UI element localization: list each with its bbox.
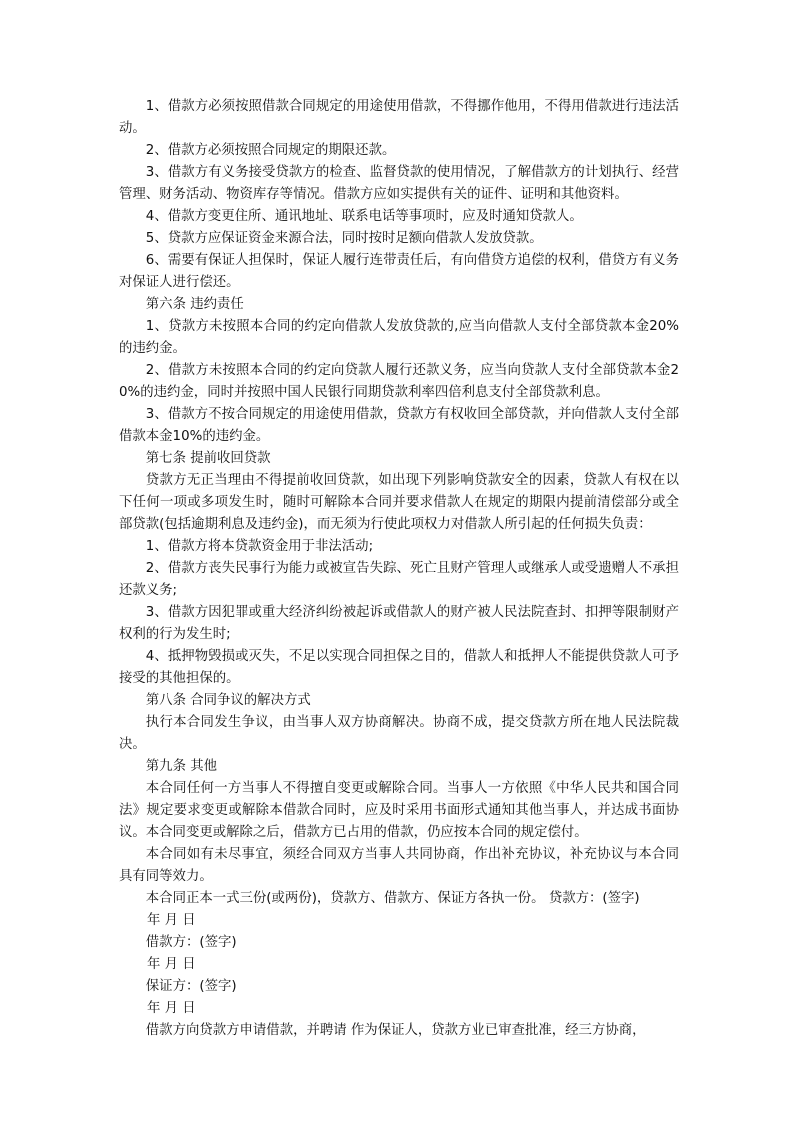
clause-paragraph: 4、借款方变更住所、通讯地址、联系电话等事项时，应及时通知贷款人。 bbox=[145, 209, 583, 224]
clause-paragraph: 3、借款方因犯罪或重大经济纠纷被起诉或借款人的财产被人民法院查封、扣押等限制财产权利的行为发生时; bbox=[119, 605, 679, 642]
clause-paragraph: 贷款方无正当理由不得提前收回贷款，如出现下列影响贷款安全的因素，贷款人有权在以下任何一项或多项发生时，随时可解除本合同并要求借款人在规定的期限内提前清偿部分或全部贷款(包括逾期利息及违约金)，而无须为行使此项权力对借款人所引起的任何损失负责： bbox=[119, 473, 679, 532]
clause-paragraph: 本合同如有未尽事宜，须经合同双方当事人共同协商，作出补充协议，补充协议与本合同具有同等效力。 bbox=[119, 847, 679, 884]
clause-paragraph: 1、贷款方未按照本合同的约定向借款人发放贷款的,应当向借款人支付全部贷款本金20%的违约金。 bbox=[119, 319, 679, 356]
clause-paragraph: 1、借款方将本贷款资金用于非法活动; bbox=[145, 539, 374, 554]
signature-date: 年 月 日 bbox=[147, 957, 196, 972]
guarantor-signature: 保证方：(签字) bbox=[145, 979, 237, 994]
signature-date: 年 月 日 bbox=[147, 1001, 196, 1016]
clause-paragraph: 4、抵押物毁损或灭失，不足以实现合同担保之目的，借款人和抵押人不能提供贷款人可予接受的其他担保的。 bbox=[119, 649, 679, 686]
clause-paragraph: 3、借款方不按合同规定的用途使用借款，贷款方有权收回全部贷款，并向借款人支付全部借款本金10%的违约金。 bbox=[119, 407, 679, 444]
clause-paragraph: 2、借款方必须按照合同规定的期限还款。 bbox=[145, 143, 396, 158]
copies-clause: 本合同正本一式三份(或两份)，贷款方、借款方、保证方各执一份。 贷款方：(签字) bbox=[145, 891, 640, 906]
document-body bbox=[119, 96, 679, 1042]
borrower-signature: 借款方：(签字) bbox=[145, 935, 237, 950]
clause-paragraph: 1、借款方必须按照借款合同规定的用途使用借款，不得挪作他用，不得用借款进行违法活动。 bbox=[119, 99, 679, 136]
clause-paragraph: 本合同任何一方当事人不得擅自变更或解除合同。当事人一方依照《中华人民共和国合同法》规定要求变更或解除本借款合同时，应及时采用书面形式通知其他当事人，并达成书面协议。本合同变更或解除之后，借款方已占用的借款，仍应按本合同的规定偿付。 bbox=[119, 781, 679, 840]
signature-date: 年 月 日 bbox=[147, 913, 196, 928]
clause-paragraph: 6、需要有保证人担保时，保证人履行连带责任后，有向借贷方追偿的权利，借贷方有义务对保证人进行偿还。 bbox=[119, 253, 679, 290]
clause-paragraph: 5、贷款方应保证资金来源合法，同时按时足额向借款人发放贷款。 bbox=[145, 231, 543, 246]
clause-paragraph: 执行本合同发生争议，由当事人双方协商解决。协商不成，提交贷款方所在地人民法院裁决。 bbox=[119, 715, 679, 752]
article-heading: 第九条 其他 bbox=[145, 759, 218, 774]
clause-paragraph: 2、借款方丧失民事行为能力或被宣告失踪、死亡且财产管理人或继承人或受遗赠人不承担还款义务; bbox=[119, 561, 679, 598]
article-heading: 第八条 合同争议的解决方式 bbox=[145, 693, 311, 708]
clause-paragraph: 借款方向贷款方申请借款，并聘请 作为保证人，贷款方业已审查批准，经三方协商， bbox=[145, 1023, 646, 1038]
clause-paragraph: 3、借款方有义务接受贷款方的检查、监督贷款的使用情况，了解借款方的计划执行、经营管理、财务活动、物资库存等情况。借款方应如实提供有关的证件、证明和其他资料。 bbox=[119, 165, 679, 202]
article-heading: 第七条 提前收回贷款 bbox=[145, 451, 271, 466]
clause-paragraph: 2、借款方未按照本合同的约定向贷款人履行还款义务，应当向贷款人支付全部贷款本金20%的违约金，同时并按照中国人民银行同期贷款利率四倍利息支付全部贷款利息。 bbox=[119, 363, 679, 400]
article-heading: 第六条 违约责任 bbox=[145, 297, 244, 312]
